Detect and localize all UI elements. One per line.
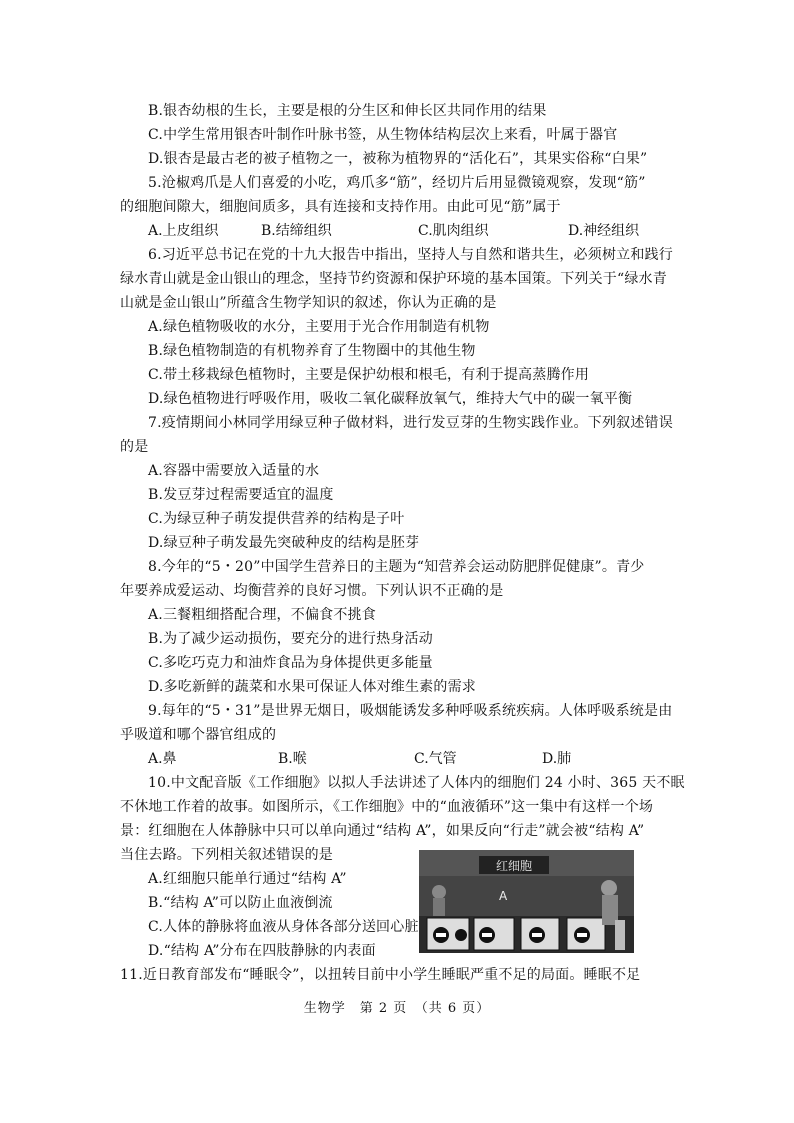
q6-stem-cont: 山就是金山银山”所蕴含生物学知识的叙述，你认为正确的是 (120, 295, 497, 311)
q5-option: B.结缔组织 (261, 223, 332, 239)
q10-stem-cont: 景：红细胞在人体静脉中只可以单向通过“结构 A”，如果反向“行走”就会被“结构 A” (120, 823, 645, 839)
q10-option-b: B.“结构 A”可以防止血液倒流 (148, 895, 333, 911)
q8-option-c: C.多吃巧克力和油炸食品为身体提供更多能量 (148, 655, 433, 671)
q10-option-c: C.人体的静脉将血液从身体各部分送回心脏 (148, 919, 419, 935)
q7-option-d: D.绿豆种子萌发最先突破种皮的结构是胚芽 (148, 535, 420, 551)
q9-stem-cont: 乎吸道和哪个器官组成的 (120, 727, 277, 743)
q5-option: A.上皮组织 (148, 223, 219, 239)
cells-at-work-figure (419, 850, 634, 953)
q10-stem-cont: 当住去路。下列相关叙述错误的是 (120, 847, 333, 863)
q8-stem-cont: 年要养成爱运动、均衡营养的良好习惯。下列认识不正确的是 (120, 583, 504, 599)
q5-stem-cont: 的细胞间隙大，细胞间质多，具有连接和支持作用。由此可见“筋”属于 (120, 199, 561, 215)
q8-option-d: D.多吃新鲜的蔬菜和水果可保证人体对维生素的需求 (148, 679, 476, 695)
q4-option-c: C.中学生常用银杏叶制作叶脉书签，从生物体结构层次上来看，叶属于器官 (148, 127, 618, 143)
q9-option: C.气管 (414, 751, 457, 767)
q8-option-b: B.为了减少运动损伤，要充分的进行热身活动 (148, 631, 433, 647)
figure-illustration (419, 850, 634, 953)
q10-option-a: A.红细胞只能单行通过“结构 A” (148, 871, 347, 887)
q8-stem: 8.今年的“5・20”中国学生营养日的主题为“知营养会运动防肥胖促健康”。青少 (148, 559, 645, 575)
q6-option-b: B.绿色植物制造的有机物养育了生物圈中的其他生物 (148, 343, 476, 359)
q9-option: D.肺 (542, 751, 572, 767)
q4-option-d: D.银杏是最古老的被子植物之一，被称为植物界的“活化石”，其果实俗称“白果” (148, 151, 648, 167)
figure-label-a: A (499, 889, 508, 903)
q9-stem: 9.每年的“5・31”是世界无烟日，吸烟能诱发多种呼吸系统疾病。人体呼吸系统是由 (148, 703, 673, 719)
q7-stem: 7.疫情期间小林同学用绿豆种子做材料，进行发豆芽的生物实践作业。下列叙述错误 (148, 415, 673, 431)
q7-option-c: C.为绿豆种子萌发提供营养的结构是子叶 (148, 511, 405, 527)
q6-option-a: A.绿色植物吸收的水分，主要用于光合作用制造有机物 (148, 319, 490, 335)
q6-option-c: C.带土移栽绿色植物时，主要是保护幼根和根毛，有利于提高蒸腾作用 (148, 367, 590, 383)
page-footer: 生物学 第 2 页 （共 6 页） (303, 1001, 491, 1016)
q5-option: D.神经组织 (568, 223, 640, 239)
q6-stem: 6.习近平总书记在党的十九大报告中指出，坚持人与自然和谐共生，必须树立和践行 (148, 247, 673, 263)
figure-label-rbc: 红细胞 (495, 859, 533, 873)
q6-stem-cont: 绿水青山就是金山银山的理念，坚持节约资源和保护环境的基本国策。下列关于“绿水青 (120, 271, 667, 287)
q7-option-a: A.容器中需要放入适量的水 (148, 463, 320, 479)
q10-stem-cont: 不休地工作着的故事。如图所示，《工作细胞》中的“血液循环”这一集中有这样一个场 (120, 799, 654, 815)
q7-stem-cont: 的是 (120, 439, 149, 455)
q5-option: C.肌肉组织 (418, 223, 489, 239)
q8-option-a: A.三餐粗细搭配合理，不偏食不挑食 (148, 607, 376, 623)
q11-stem: 11.近日教育部发布“睡眠令”，以扭转目前中小学生睡眠严重不足的局面。睡眠不足 (120, 967, 641, 983)
q5-stem: 5.沧椒鸡爪是人们喜爱的小吃，鸡爪多“筋”，经切片后用显微镜观察，发现“筋” (148, 175, 646, 191)
q9-option: A.鼻 (148, 751, 177, 767)
q4-option-b: B.银杏幼根的生长，主要是根的分生区和伸长区共同作用的结果 (148, 103, 547, 119)
q7-option-b: B.发豆芽过程需要适宜的温度 (148, 487, 334, 503)
q10-option-d: D.“结构 A”分布在四肢静脉的内表面 (148, 943, 376, 959)
q10-stem: 10.中文配音版《工作细胞》以拟人手法讲述了人体内的细胞们 24 小时、365 天不眠 (148, 775, 685, 791)
q6-option-d: D.绿色植物进行呼吸作用，吸收二氧化碳释放氧气，维持大气中的碳一氧平衡 (148, 391, 633, 407)
q9-option: B.喉 (278, 751, 307, 767)
